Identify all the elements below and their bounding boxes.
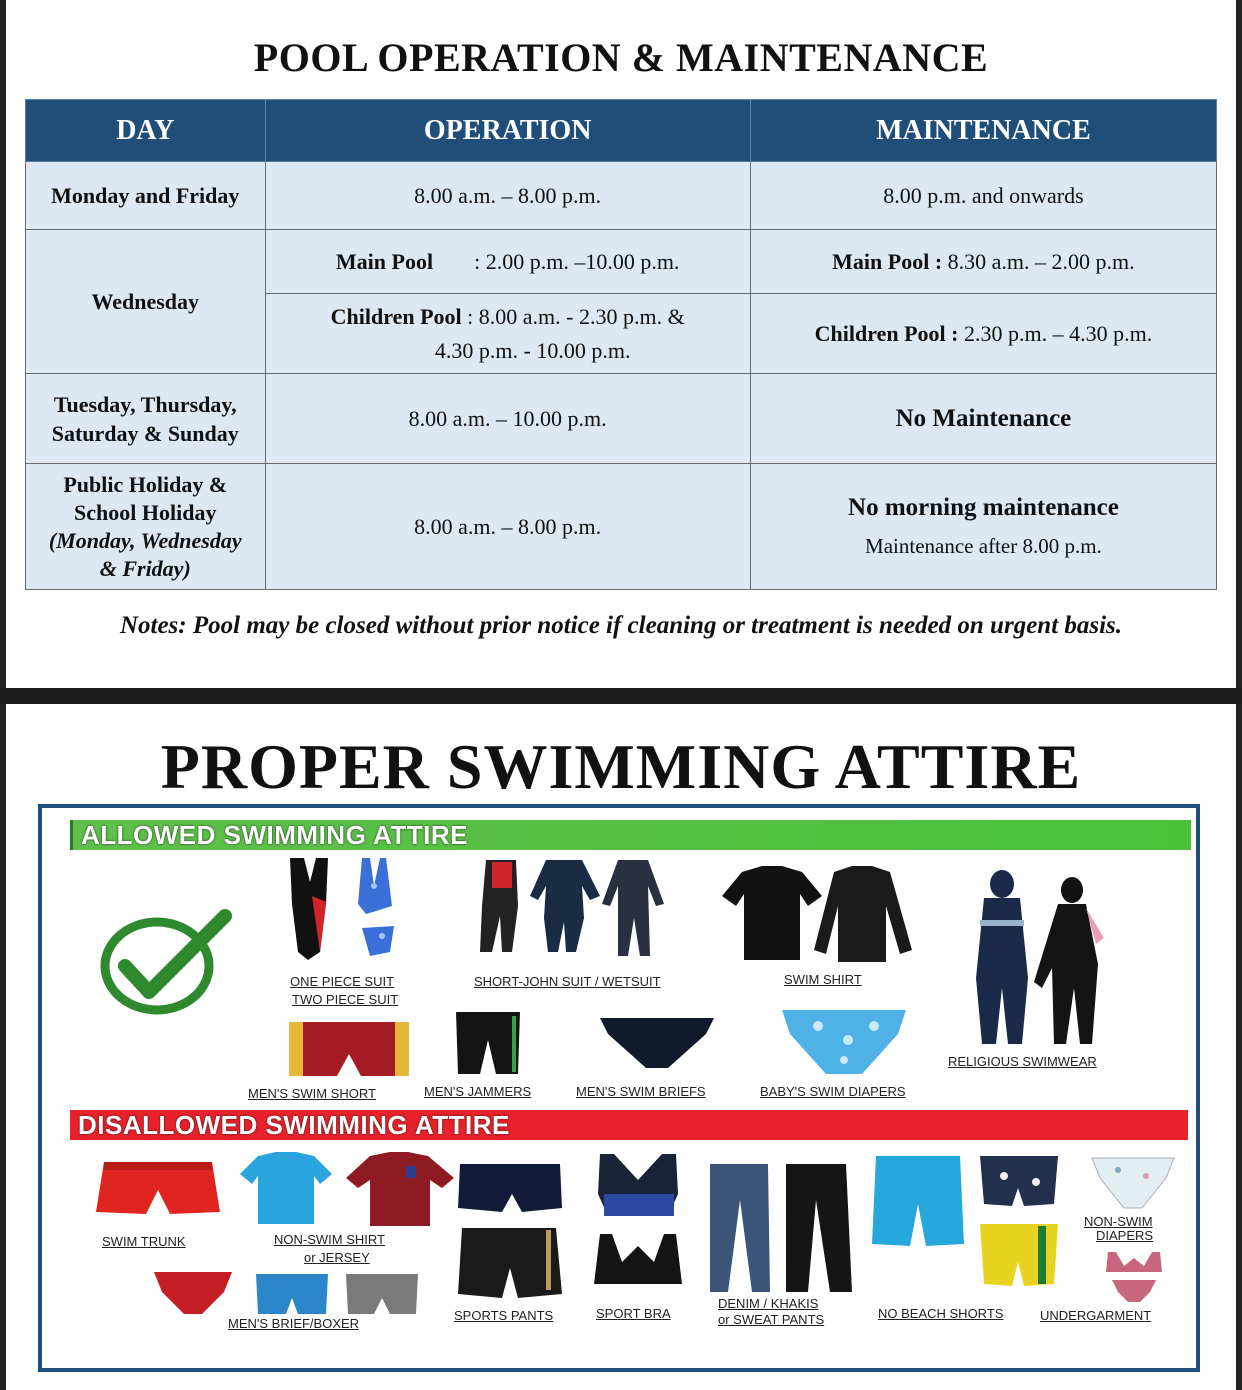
label-non-swim-shirt-2: or JERSEY	[304, 1250, 370, 1265]
brief-boxer-icon	[150, 1268, 422, 1318]
baby-diaper-icon	[778, 1004, 910, 1078]
label-denim-1: DENIM / KHAKIS	[718, 1296, 819, 1311]
table-row	[26, 464, 1217, 590]
day-line-1: Tuesday, Thursday,	[53, 391, 237, 417]
disallowed-band: DISALLOWED SWIMMING ATTIRE	[70, 1110, 1188, 1140]
operation-cell: 8.00 a.m. – 10.00 p.m.	[265, 374, 750, 464]
non-swim-diaper-icon	[1088, 1154, 1178, 1214]
maintenance-cell	[750, 230, 1216, 294]
non-swim-shirt-icon	[238, 1152, 460, 1228]
day-line-3: (Monday, Wednesday	[48, 527, 242, 553]
schedule-note: Notes: Pool may be closed without prior notice if cleaning or treatment is needed on urgent basis.	[119, 612, 1123, 639]
header-operation: OPERATION	[265, 100, 750, 162]
check-icon	[97, 908, 232, 1018]
section-divider	[0, 688, 1242, 704]
header-day: DAY	[26, 100, 266, 162]
maintenance-cell	[750, 294, 1216, 374]
label-undergarment: UNDERGARMENT	[1040, 1308, 1152, 1323]
sports-pants-icon	[456, 1158, 566, 1304]
denim-pants-icon	[706, 1160, 856, 1296]
sport-bra-icon	[588, 1150, 688, 1300]
children-pool-maint-label: Children Pool :	[814, 320, 959, 346]
frame-right	[1236, 0, 1242, 690]
children-pool-operation-1: : 8.00 a.m. - 2.30 p.m. &	[467, 303, 685, 329]
main-pool-operation: : 2.00 p.m. –10.00 p.m.	[474, 248, 680, 274]
label-wetsuit: SHORT-JOHN SUIT / WETSUIT	[474, 974, 661, 989]
schedule-title: POOL OPERATION & MAINTENANCE	[253, 35, 989, 80]
main-pool-label: Main Pool	[335, 248, 434, 274]
maintenance-line-2: Maintenance after 8.00 p.m.	[865, 534, 1102, 558]
frame-right-bottom	[1236, 704, 1242, 1390]
table-header-row	[26, 100, 1217, 162]
label-swim-shirt: SWIM SHIRT	[784, 972, 862, 987]
operation-cell: 8.00 a.m. – 8.00 p.m.	[265, 162, 750, 230]
label-baby-diapers: BABY'S SWIM DIAPERS	[760, 1084, 906, 1099]
label-sport-bra: SPORT BRA	[596, 1306, 671, 1321]
label-non-swim-diaper-2: DIAPERS	[1096, 1228, 1154, 1243]
swim-briefs-icon	[598, 1016, 716, 1072]
label-religious: RELIGIOUS SWIMWEAR	[948, 1054, 1097, 1069]
day-line-2: Saturday & Sunday	[51, 420, 239, 446]
undergarment-icon	[1102, 1248, 1166, 1306]
maintenance-line-1: No morning maintenance	[848, 494, 1119, 521]
maintenance-cell	[750, 464, 1216, 590]
label-swim-briefs: MEN'S SWIM BRIEFS	[576, 1084, 706, 1099]
table-row	[26, 230, 1217, 294]
day-line-4: & Friday)	[99, 555, 191, 581]
header-maintenance: MAINTENANCE	[750, 100, 1216, 162]
beach-shorts-icon	[868, 1152, 1068, 1288]
children-pool-maintenance: 2.30 p.m. – 4.30 p.m.	[963, 320, 1153, 346]
maintenance-cell: 8.00 p.m. and onwards	[750, 162, 1216, 230]
label-jammers: MEN'S JAMMERS	[424, 1084, 532, 1099]
label-non-swim-diaper-1: NON-SWIM	[1084, 1214, 1153, 1229]
children-pool-label: Children Pool	[330, 303, 462, 329]
wetsuit-icon	[472, 856, 672, 966]
swim-short-icon	[287, 1020, 412, 1080]
label-one-piece: ONE PIECE SUIT	[290, 974, 395, 989]
day-cell	[26, 464, 266, 590]
label-swim-trunk: SWIM TRUNK	[102, 1234, 186, 1249]
day-line-1: Public Holiday &	[63, 471, 228, 497]
attire-title: PROPER SWIMMING ATTIRE	[160, 731, 1082, 802]
label-denim-2: or SWEAT PANTS	[718, 1312, 825, 1327]
jammers-icon	[454, 1010, 524, 1076]
religious-swimwear-icon	[962, 868, 1112, 1048]
attire-panel	[38, 804, 1200, 1372]
operation-cell: 8.00 a.m. – 8.00 p.m.	[265, 464, 750, 590]
operation-cell	[265, 230, 750, 294]
swim-shirt-icon	[722, 866, 922, 966]
schedule-table	[25, 99, 1217, 590]
table-row	[26, 162, 1217, 230]
table-row	[26, 374, 1217, 464]
main-pool-maint-label: Main Pool :	[832, 248, 943, 274]
label-two-piece: TWO PIECE SUIT	[292, 992, 399, 1007]
operation-cell	[265, 294, 750, 374]
day-cell: Wednesday	[26, 230, 266, 374]
swim-trunk-icon	[94, 1158, 222, 1218]
children-pool-operation-2: 4.30 p.m. - 10.00 p.m.	[434, 337, 631, 363]
label-brief-boxer: MEN'S BRIEF/BOXER	[228, 1316, 360, 1331]
frame-left	[0, 0, 6, 690]
swimsuit-icon	[282, 856, 432, 966]
day-cell	[26, 374, 266, 464]
maintenance-cell: No Maintenance	[750, 374, 1216, 464]
frame-left-bottom	[0, 704, 6, 1390]
label-non-swim-shirt-1: NON-SWIM SHIRT	[274, 1232, 385, 1247]
day-line-2: School Holiday	[74, 499, 217, 525]
allowed-band: ALLOWED SWIMMING ATTIRE	[70, 820, 1191, 850]
main-pool-maintenance: 8.30 a.m. – 2.00 p.m.	[947, 248, 1135, 274]
label-swim-short: MEN'S SWIM SHORT	[248, 1086, 376, 1101]
label-beach-shorts: NO BEACH SHORTS	[878, 1306, 1004, 1321]
label-sports-pants: SPORTS PANTS	[454, 1308, 554, 1323]
day-cell: Monday and Friday	[26, 162, 266, 230]
